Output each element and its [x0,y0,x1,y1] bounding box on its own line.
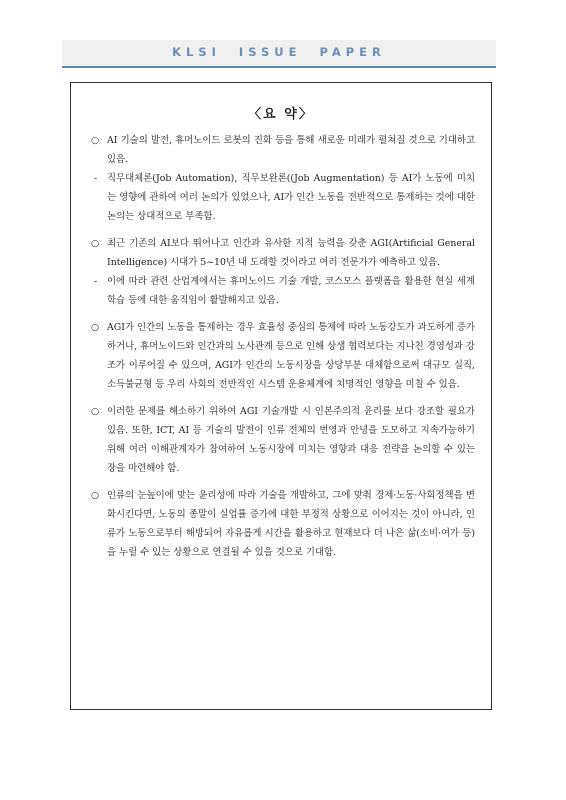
summary-subitem-text: 직무대체론(Job Automation), 직무보완론((Job Augmentation) 등 AI가 노동에 미치는 영향에 관하여 여러 논의가 있었으나, AI가 인간 노동을 전반적으로 통제하는 것에 대한 논의는 상대적으로 부족함. [107,173,475,222]
summary-box [70,82,492,710]
dash-marker: - [94,276,98,287]
summary-item-text: 이러한 문제를 해소하기 위하여 AGI 기술개발 시 인본주의적 윤리를 보다 강조할 필요가 있음. 또한, ICT, AI 등 기술의 발전이 인류 전체의 번영과 안녕을 도모하고 지속가능하기 위해 여러 이해관계자가 참여하여 노동시장에 미치는 영향과 대응 전략을 논의할 수 있는 장을 마련해야 함. [107,406,475,474]
bullet-marker: ○ [91,490,100,501]
summary-title: 〈요 약〉 [248,107,314,122]
bullet-marker: ○ [91,406,100,417]
summary-subitem-text: 이에 따라 관련 산업계에서는 휴머노이드 기술 개발, 코스모스 플랫폼을 활용한 현실 세계 학습 등에 대한 움직임이 활발해지고 있음. [107,276,475,306]
bullet-marker: ○ [91,135,100,146]
bullet-marker: ○ [91,238,100,249]
summary-item [91,234,475,272]
summary-item [91,131,475,169]
summary-item-text: AI 기술의 발전, 휴머노이드 로봇의 진화 등을 통해 새로운 미래가 펼쳐질 것으로 기대하고 있음. [107,135,475,165]
summary-item [91,318,475,394]
summary-item-text: 인류의 눈높이에 맞는 윤리성에 따라 기술을 개발하고, 그에 맞춰 경제·노동·사회정책을 변화시킨다면, 노동의 종말이 실업률 증가에 대한 부정적 상황으로 이어지는 것이 아니라, 인류가 노동으로부터 해방되어 자유롭게 시간을 활용하고 현재보다 더 나은 삶(소비·여가 등)을 누릴 수 있는 상황으로 연결될 수 있을 것으로 기대함. [107,490,475,558]
summary-item [91,486,475,562]
dash-marker: - [94,173,98,184]
bullet-marker: ○ [91,322,100,333]
header-bar [62,40,496,68]
summary-subitem [91,169,475,226]
summary-subitem [91,272,475,310]
summary-item-text: AGI가 인간의 노동을 통제하는 경우 효율성 중심의 통제에 따라 노동강도가 과도하게 증가하거나, 휴머노이드와 인간과의 노사관계 등으로 인해 상생 협력보다는 지나친 경영성과 강조가 이루어질 수 있으며, AGI가 인간의 노동시장을 상당부분 대체함으로써 대규모 실직, 소득불균형 등 우리 사회의 전반적인 시스템 운용체계에 치명적인 영향을 미칠 수 있음. [107,322,475,390]
summary-item-text: 최근 기존의 AI보다 뛰어나고 인간과 유사한 지적 능력을 갖춘 AGI(Artificial General Intelligence) 시대가 5~10년 내 도래할 것이라고 여러 전문가가 예측하고 있음. [107,238,475,268]
summary-content [91,131,475,562]
summary-item [91,402,475,478]
header-title: KLSI ISSUE PAPER [172,45,386,59]
